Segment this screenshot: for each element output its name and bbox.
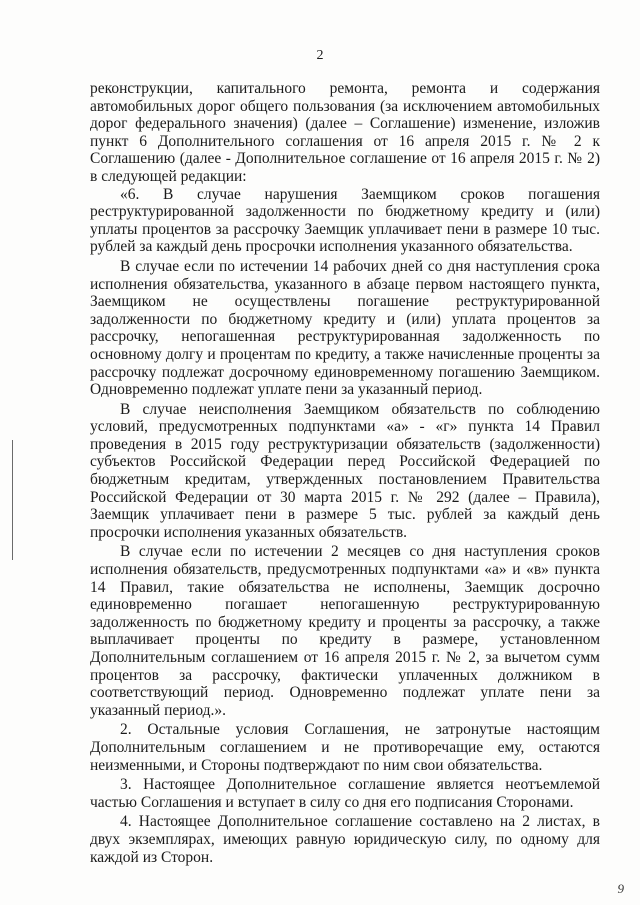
scan-margin-line (12, 440, 13, 560)
paragraph-item-2: 2. Остальные условия Соглашения, не затронутые настоящим Дополнительным соглашением и не противоречащие ему, остаются неизменными, и Стороны подтверждают по ним свои обязательства. (90, 721, 600, 774)
paragraph-2-months: В случае если по истечении 2 месяцев со дня наступления сроков исполнения обязательств, предусмотренных подпунктами «а» и «в» пункта 14 Правил, такие обязательства не исполнены, Заемщик досрочно единовременно погашает непогашенную реструктурированную задолженность по бюджетному кредиту и проценты за рассрочку, а также выплачивает проценты по кредиту в размере, установленном Дополнительным соглашением от 16 апреля 2015 г. № 2, за вычетом сумм процентов за рассрочку, фактически уплаченных должником в соответствующий период. Одновременно подлежат уплате пени за указанный период.». (90, 543, 600, 719)
paragraph-nonfulfillment: В случае неисполнения Заемщиком обязательств по соблюдению условий, предусмотренных подпунктами «а» - «г» пункта 14 Правил проведения в 2015 году реструктуризации обязательств (задолженности) субъектов Российской Федерации перед Российской Федерацией по бюджетным кредитам, утвержденных постановлением Правительства Российской Федерации от 30 марта 2015 г. № 292 (далее – Правила), Заемщик уплачивает пени в размере 5 тыс. рублей за каждый день просрочки исполнения указанных обязательств. (90, 400, 600, 541)
paragraph-14-days: В случае если по истечении 14 рабочих дней со дня наступления срока исполнения обязательства, указанного в абзаце первом настоящего пункта, Заемщиком не осуществлены погашение реструктурированной задолженности по бюджетному кредиту и (или) уплата процентов за рассрочку, непогашенная реструктурированная задолженность по основному долгу и процентам по кредиту, а также начисленные проценты за рассрочку подлежат досрочному единовременному погашению Заемщиком. Одновременно подлежат уплате пени за указанный период. (90, 257, 600, 399)
page-number: 2 (316, 48, 324, 63)
paragraph-item-3: 3. Настоящее Дополнительное соглашение является неотъемлемой частью Соглашения и вступает в силу со дня его подписания Сторонами. (90, 776, 600, 811)
handwritten-corner-mark: 9 (617, 881, 624, 896)
document-body (90, 80, 600, 866)
paragraph-intro: реконструкции, капитального ремонта, ремонта и содержания автомобильных дорог общего пользования (за исключением автомобильных дорог федерального значения) (далее – Соглашение) изменение, изложив пункт 6 Дополнительного соглашения от 16 апреля 2015 г. № 2 к Соглашению (далее - Дополнительное соглашение от 16 апреля 2015 г. № 2) в следующей редакции: (90, 80, 600, 185)
paragraph-item-4: 4. Настоящее Дополнительное соглашение составлено на 2 листах, в двух экземплярах, имеющих равную юридическую силу, по одному для каждой из Сторон. (90, 813, 600, 866)
paragraph-clause-6: «6. В случае нарушения Заемщиком сроков погашения реструктурированной задолженности по бюджетному кредиту и (или) уплаты процентов за рассрочку Заемщик уплачивает пени в размере 10 тыс. рублей за каждый день просрочки исполнения указанного обязательства. (90, 185, 600, 256)
